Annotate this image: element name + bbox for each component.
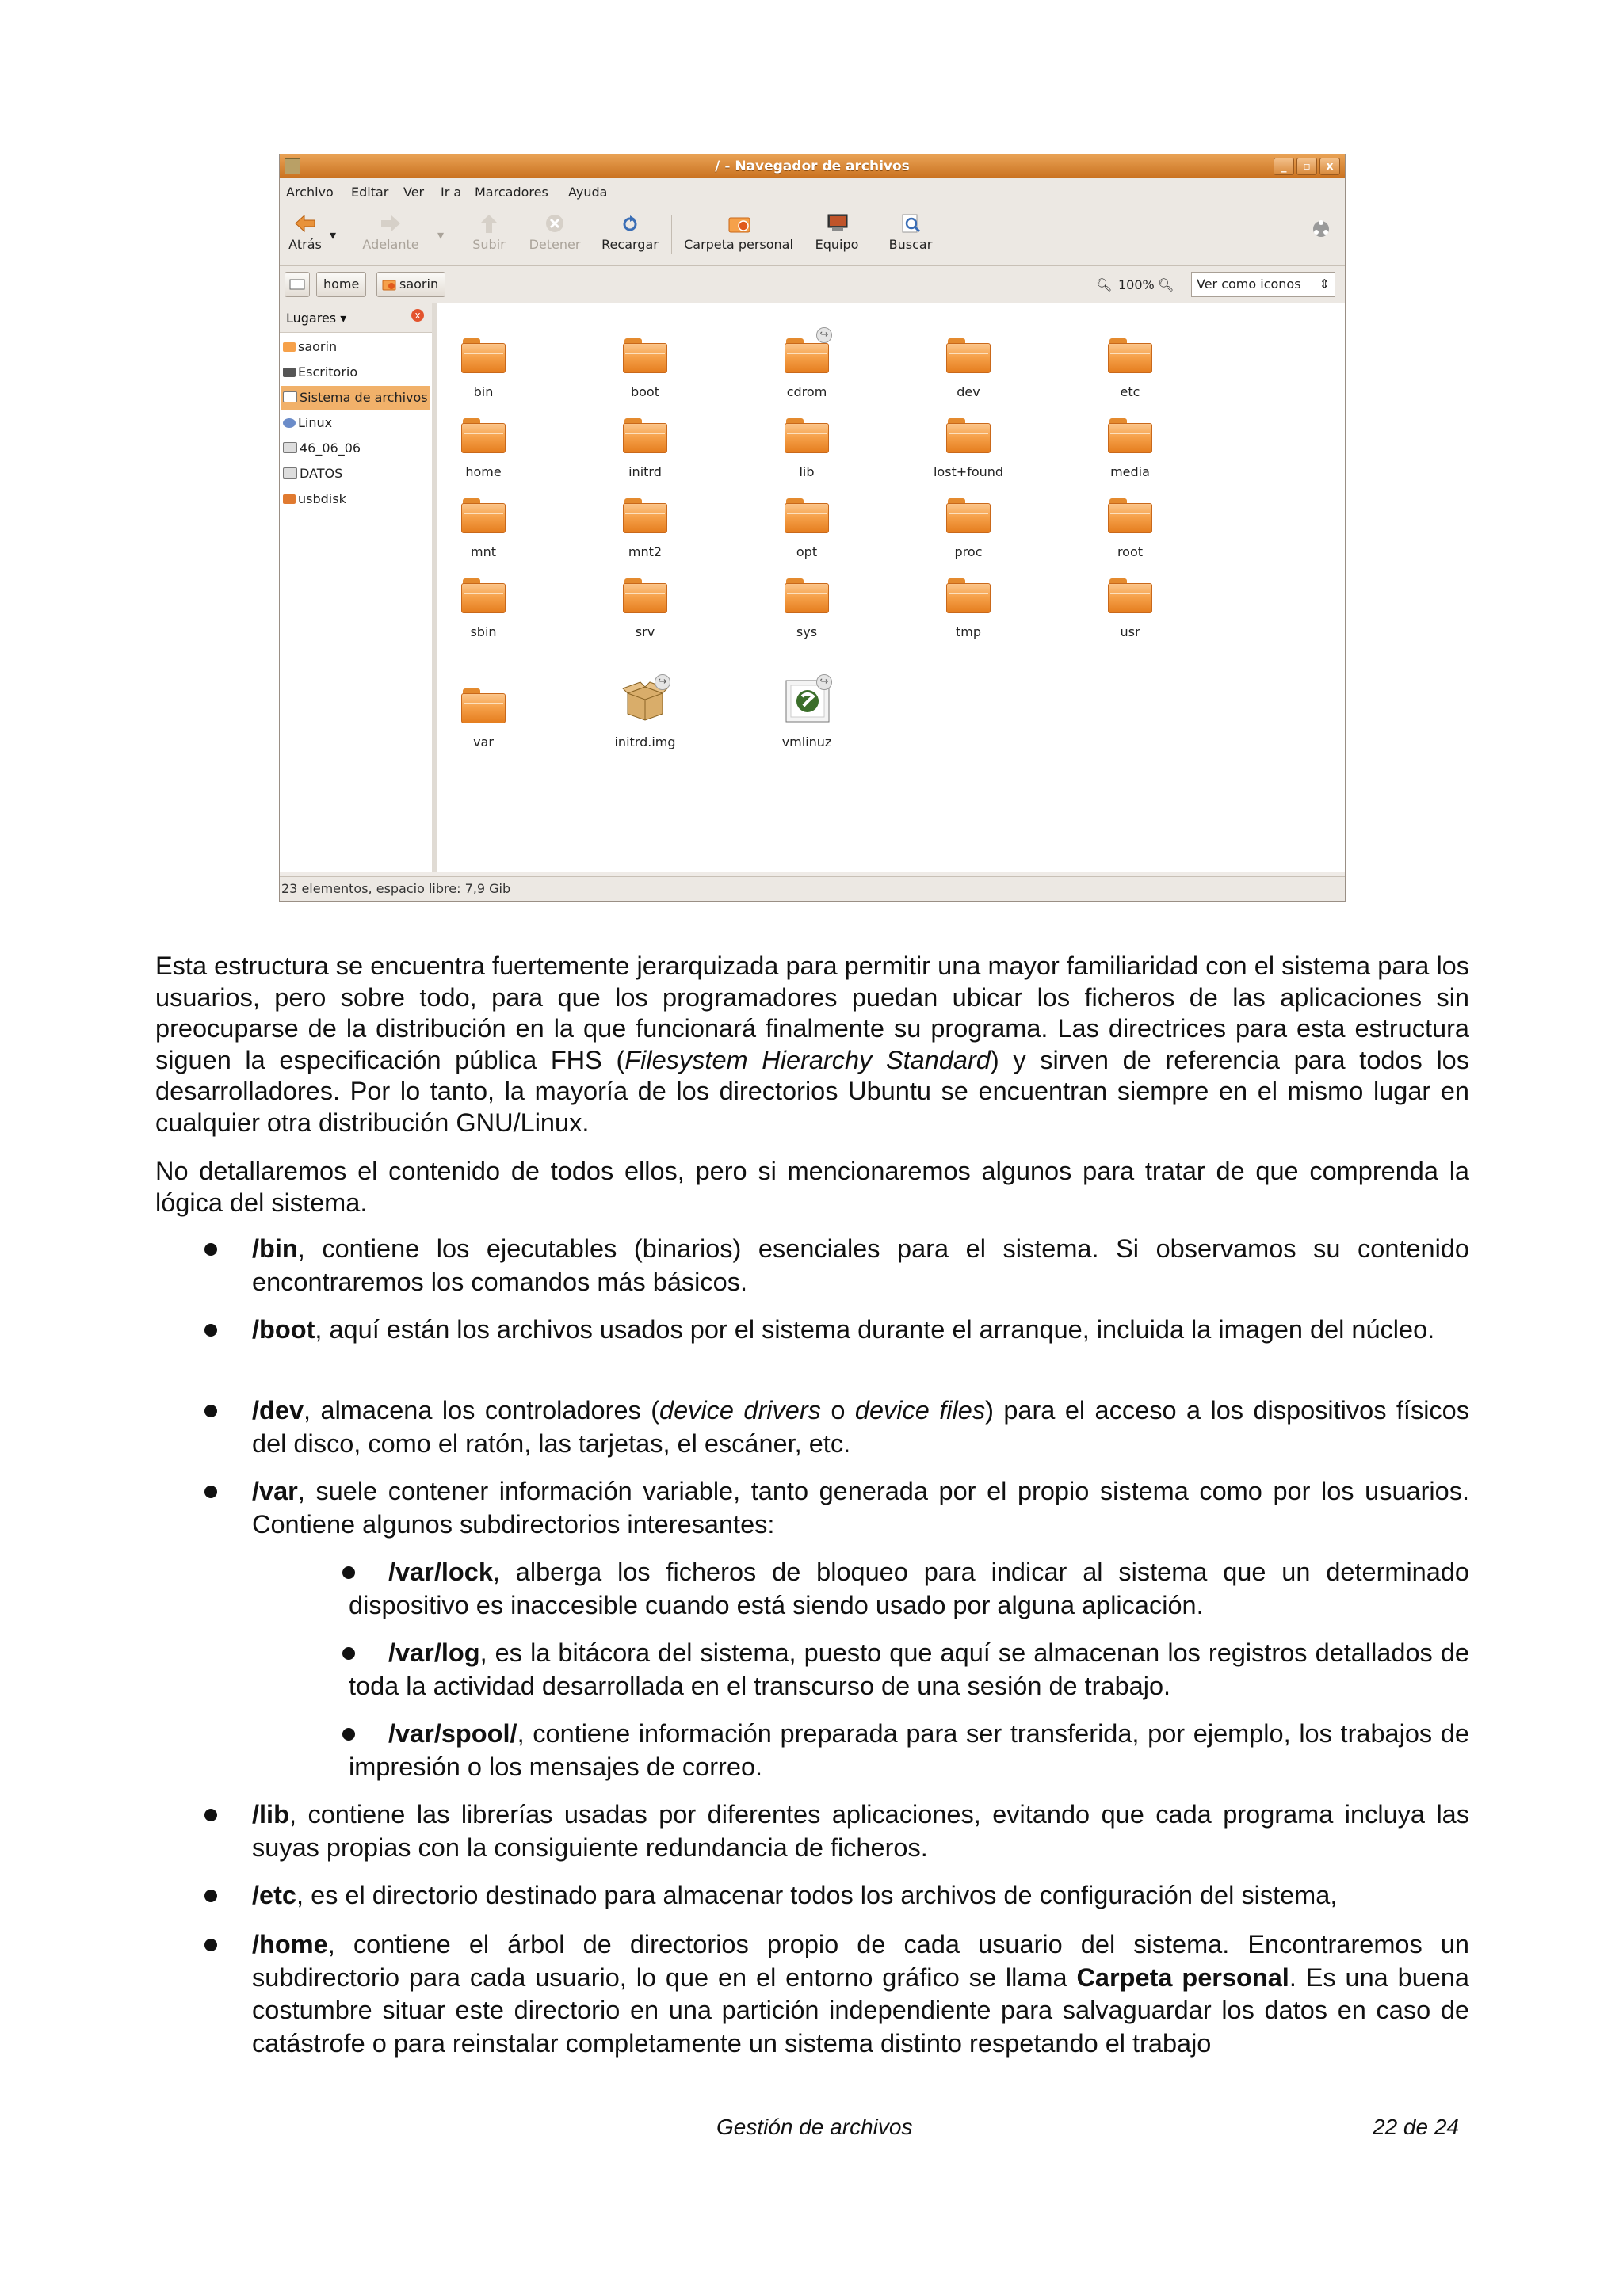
- list-item-lib: /lib, contiene las librerías usadas por diferentes aplicaciones, evitando que cada programa incluya las suyas propias con la consiguiente redundancia de ficheros.: [252, 1800, 1469, 1862]
- file-item[interactable]: mnt2: [586, 498, 705, 559]
- menubar: [280, 178, 1345, 205]
- folder-icon: [461, 498, 506, 533]
- symlink-arrow-icon: ↪: [816, 674, 832, 690]
- symlink-arrow-icon: ↪: [816, 327, 832, 343]
- folder-icon: [1108, 498, 1152, 533]
- file-item[interactable]: ↪ cdrom: [747, 338, 866, 399]
- list-item-bin: /bin, contiene los ejecutables (binarios) esenciales para el sistema. Si observamos su contenido encontraremos los comandos más básicos.: [252, 1234, 1469, 1296]
- up-arrow-icon: [478, 213, 500, 234]
- file-item[interactable]: mnt: [424, 498, 543, 559]
- usb-drive-icon: [283, 494, 296, 504]
- cdrom-icon: [283, 418, 296, 428]
- window-title: / - Navegador de archivos: [715, 158, 910, 174]
- file-item[interactable]: ↪ vmlinuz: [781, 676, 832, 749]
- file-item[interactable]: lib: [747, 418, 866, 479]
- folder-icon: [946, 338, 991, 373]
- window-titlebar: [280, 154, 1345, 178]
- reload-button[interactable]: Recargar: [598, 213, 662, 252]
- file-item[interactable]: etc: [1071, 338, 1190, 399]
- sidebar-item-saorin[interactable]: saorin: [281, 335, 430, 359]
- file-item[interactable]: bin: [424, 338, 543, 399]
- menu-ver[interactable]: Ver: [403, 185, 425, 200]
- folder-icon: [785, 418, 829, 453]
- computer-button[interactable]: Equipo: [811, 213, 863, 252]
- file-item[interactable]: proc: [909, 498, 1028, 559]
- home-folder-icon: [283, 342, 296, 352]
- folder-icon: [461, 688, 506, 723]
- file-item[interactable]: sys: [747, 578, 866, 639]
- toolbar: [280, 205, 1345, 266]
- folder-icon: [1108, 338, 1152, 373]
- back-button[interactable]: Atrás: [285, 213, 326, 252]
- file-item[interactable]: sbin: [424, 578, 543, 639]
- toolbar-separator: [671, 215, 672, 254]
- stop-icon: [544, 213, 566, 234]
- desktop-icon: [283, 368, 296, 377]
- stop-button[interactable]: Detener: [527, 213, 582, 252]
- ubuntu-throbber-icon: [1307, 216, 1335, 246]
- file-item[interactable]: media: [1071, 418, 1190, 479]
- computer-icon: [826, 213, 848, 234]
- drive-icon: [283, 442, 297, 453]
- zoom-out-icon[interactable]: 🔍︎: [1096, 277, 1113, 292]
- bullet-icon: [204, 1405, 217, 1417]
- file-item[interactable]: boot: [586, 338, 705, 399]
- sidebar-selector[interactable]: Lugares ▾: [286, 311, 347, 326]
- status-bar: 23 elementos, espacio libre: 7,9 Gib: [280, 876, 1345, 901]
- list-item-var: /var, suele contener información variable, tanto generada por el propio sistema como por los usuarios. Contiene algunos subdirectorios interesantes:: [252, 1477, 1469, 1539]
- folder-icon: [461, 338, 506, 373]
- places-sidebar: [280, 303, 437, 872]
- folder-icon: [461, 418, 506, 453]
- folder-icon: [1108, 578, 1152, 613]
- search-button[interactable]: Buscar: [879, 213, 942, 252]
- sidebar-item-escritorio[interactable]: Escritorio: [281, 360, 430, 384]
- drive-icon: [283, 391, 297, 402]
- list-item-boot: /boot, aquí están los archivos usados por el sistema durante el arranque, incluida la imagen del núcleo.: [252, 1315, 1435, 1344]
- page-number: 22 de 24: [1373, 2115, 1459, 2139]
- folder-icon: [461, 578, 506, 613]
- list-item-var-lock: /var/lock, alberga los ficheros de bloqueo para indicar al sistema que un determinado dispositivo es inaccesible cuando está siendo usado por alguna aplicación.: [349, 1558, 1469, 1619]
- folder-icon: [623, 578, 667, 613]
- folder-icon: [946, 578, 991, 613]
- footer-title: Gestión de archivos: [716, 2115, 913, 2139]
- file-item[interactable]: initrd: [586, 418, 705, 479]
- menu-editar[interactable]: Editar: [351, 185, 389, 200]
- home-folder-icon: [727, 213, 750, 234]
- forward-history-chevron-icon[interactable]: ▾: [437, 227, 445, 242]
- sidebar-item-usbdisk[interactable]: usbdisk: [281, 487, 430, 511]
- view-mode-select[interactable]: Ver como iconos ⇕: [1191, 272, 1335, 297]
- drive-icon: [283, 467, 297, 479]
- forward-arrow-icon: [380, 213, 402, 234]
- location-bar: [280, 266, 1345, 303]
- folder-icon: [623, 338, 667, 373]
- folder-icon: [623, 418, 667, 453]
- bullet-icon: [204, 1486, 217, 1498]
- sidebar-header: [280, 303, 432, 333]
- search-icon: [899, 213, 922, 234]
- reload-icon: [619, 213, 641, 234]
- back-history-chevron-icon[interactable]: ▾: [329, 227, 337, 242]
- list-item-var-spool: /var/spool/, contiene información preparada para ser transferida, por ejemplo, los trabajos de impresión o los mensajes de correo.: [349, 1719, 1469, 1781]
- file-item[interactable]: tmp: [909, 578, 1028, 639]
- sidebar-item-linux[interactable]: Linux: [281, 411, 430, 435]
- folder-icon: [623, 498, 667, 533]
- sidebar-item-datos[interactable]: DATOS: [281, 462, 430, 486]
- file-item[interactable]: dev: [909, 338, 1028, 399]
- folder-icon: [1108, 418, 1152, 453]
- file-item[interactable]: ↪ initrd.img: [614, 676, 676, 749]
- list-item-etc: /etc, es el directorio destinado para almacenar todos los archivos de configuración del sistema,: [252, 1881, 1338, 1909]
- file-browser-screenshot: [279, 154, 1346, 902]
- menu-ayuda[interactable]: Ayuda: [568, 185, 608, 200]
- select-arrows-icon: ⇕: [1319, 277, 1330, 292]
- home-folder-icon: [382, 278, 396, 291]
- paragraph-fhs: Esta estructura se encuentra fuertemente jerarquizada para permitir una mayor familiaridad con el sistema para los usuarios, pero sobre todo, para que los programadores puedan ubicar los ficheros de las aplicaciones sin preocuparse de la distribución en la que funcionará finalmente su programa. Las directrices para esta estructura siguen la especificación pública FHS (Filesystem Hierarchy Standard) y sirven de referencia para todos los desarrolladores. Por lo tanto, la mayoría de los directorios Ubuntu se encuentran siempre en el mismo lugar en cualquier otra distribución GNU/Linux.: [155, 952, 1469, 1137]
- menu-ir-a[interactable]: Ir a: [441, 185, 462, 200]
- bullet-icon: [204, 1243, 217, 1256]
- path-button-home[interactable]: home: [316, 272, 366, 297]
- zoom-in-icon[interactable]: 🔍︎: [1158, 277, 1174, 292]
- bullet-icon: [204, 1939, 217, 1951]
- close-sidebar-icon[interactable]: x: [411, 309, 424, 322]
- text-entry-icon: [285, 273, 309, 296]
- folder-icon: [946, 418, 991, 453]
- list-item-dev: /dev, almacena los controladores (device drivers o device files) para el acceso a los dispositivos físicos del disco, como el ratón, las tarjetas, el escáner, etc.: [252, 1396, 1469, 1458]
- close-button[interactable]: x: [1319, 158, 1340, 175]
- file-item[interactable]: opt: [747, 498, 866, 559]
- package-icon: [621, 677, 669, 723]
- bullet-icon: [204, 1809, 217, 1821]
- menu-archivo[interactable]: Archivo: [286, 185, 334, 200]
- toggle-location-button[interactable]: [285, 272, 310, 297]
- sidebar-item-46-06-06[interactable]: 46_06_06: [281, 437, 430, 460]
- list-item-home: /home, contiene el árbol de directorios propio de cada usuario del sistema. Encontraremos un subdirectorio para cada usuario, lo que en el entorno gráfico se llama Carpeta personal. Es una buena costumbre situar este directorio en una partición independiente para salvaguardar los datos en caso de catástrofe o para reinstalar completamente un sistema distinto respetando el trabajo: [252, 1930, 1469, 2058]
- paragraph-intro: No detallaremos el contenido de todos ellos, pero si mencionaremos algunos para tratar de que comprenda la lógica del sistema.: [155, 1157, 1469, 1217]
- file-icon-view: [437, 303, 1345, 872]
- symlink-arrow-icon: ↪: [655, 674, 670, 690]
- home-folder-button[interactable]: Carpeta personal: [679, 213, 798, 252]
- bullet-icon: [204, 1324, 217, 1337]
- folder-icon: [785, 578, 829, 613]
- executable-icon: [783, 677, 831, 723]
- folder-icon: [946, 498, 991, 533]
- back-arrow-icon: [294, 213, 316, 234]
- file-item[interactable]: lost+found: [909, 418, 1028, 479]
- sidebar-item-sistema-de-archivos[interactable]: Sistema de archivos: [281, 386, 430, 410]
- up-button[interactable]: Subir: [468, 213, 510, 252]
- file-item[interactable]: var: [424, 688, 543, 749]
- folder-icon: [785, 498, 829, 533]
- list-item-var-log: /var/log, es la bitácora del sistema, puesto que aquí se almacenan los registros detallados de toda la actividad desarrollada en el transcurso de una sesión de trabajo.: [349, 1638, 1469, 1700]
- file-item[interactable]: root: [1071, 498, 1190, 559]
- folder-link-icon: [785, 329, 829, 373]
- file-item[interactable]: srv: [586, 578, 705, 639]
- zoom-level[interactable]: 100%: [1118, 277, 1155, 292]
- file-item[interactable]: usr: [1071, 578, 1190, 639]
- path-button-saorin[interactable]: saorin: [376, 272, 445, 297]
- maximize-button[interactable]: ▫: [1296, 158, 1317, 175]
- file-item[interactable]: home: [424, 418, 543, 479]
- minimize-button[interactable]: _: [1274, 158, 1294, 175]
- menu-marcadores[interactable]: Marcadores: [475, 185, 548, 200]
- bullet-icon: [204, 1890, 217, 1902]
- forward-button[interactable]: Adelante: [359, 213, 422, 252]
